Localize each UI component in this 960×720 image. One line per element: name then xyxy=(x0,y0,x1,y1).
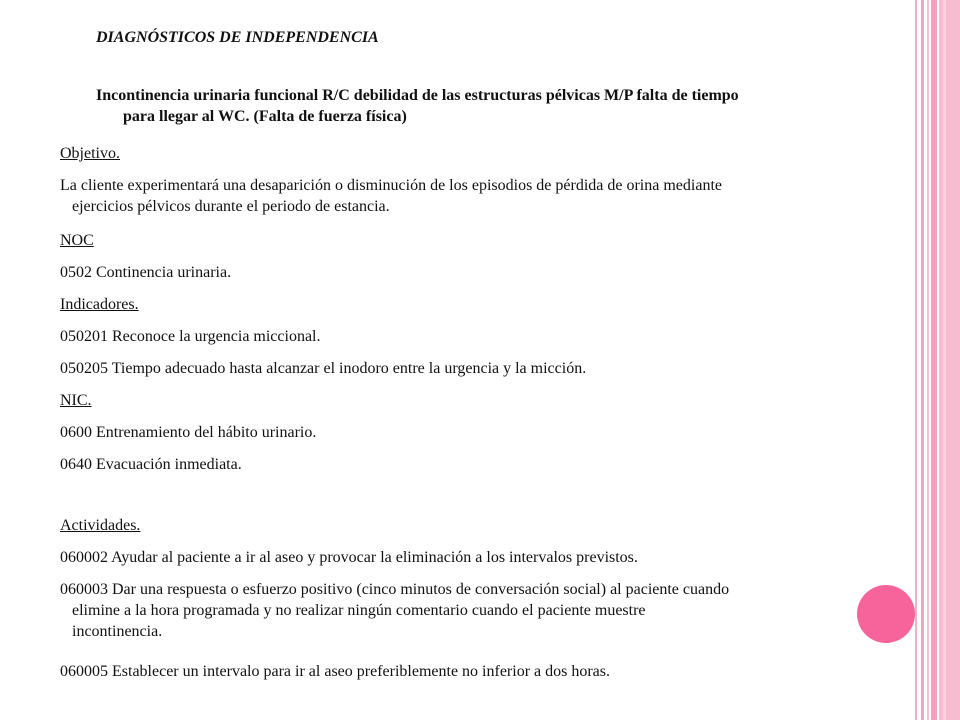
border-stripe xyxy=(927,0,929,720)
decorative-border-stripes xyxy=(915,0,960,720)
activity-item: 060002 Ayudar al paciente a ir al aseo y provocar la eliminación a los intervalos previstos. xyxy=(60,549,638,566)
noc-heading: NOC xyxy=(60,232,94,249)
objective-heading: Objetivo. xyxy=(60,145,120,162)
border-stripe xyxy=(931,0,937,720)
nic-item: 0600 Entrenamiento del hábito urinario. xyxy=(60,424,317,441)
objective-text xyxy=(60,175,850,217)
diagnosis-statement xyxy=(96,85,906,127)
activity-item: 060005 Establecer un intervalo para ir al aseo preferiblemente no inferior a dos horas. xyxy=(60,663,611,680)
border-stripe xyxy=(921,0,924,720)
activity-line-1: 060003 Dar una respuesta o esfuerzo positivo (cinco minutos de conversación social) al paciente cuando xyxy=(60,581,730,598)
nic-item: 0640 Evacuación inmediata. xyxy=(60,456,242,473)
indicators-heading: Indicadores. xyxy=(60,296,139,313)
slide-title: DIAGNÓSTICOS DE INDEPENDENCIA xyxy=(96,29,379,46)
indicator-item: 050205 Tiempo adecuado hasta alcanzar el inodoro entre la urgencia y la micción. xyxy=(60,360,587,377)
nic-heading: NIC. xyxy=(60,392,92,409)
activity-line-2: elimine a la hora programada y no realizar ningún comentario cuando el paciente muestre xyxy=(72,602,646,619)
indicator-item: 050201 Reconoce la urgencia miccional. xyxy=(60,328,321,345)
border-stripe xyxy=(943,0,946,720)
objective-line-1: La cliente experimentará una desaparición o disminución de los episodios de pérdida de orina mediante xyxy=(60,177,722,194)
objective-line-2: ejercicios pélvicos durante el periodo de estancia. xyxy=(72,198,390,215)
activity-line-3: incontinencia. xyxy=(72,623,163,640)
noc-item: 0502 Continencia urinaria. xyxy=(60,264,232,281)
diagnosis-line-1: Incontinencia urinaria funcional R/C debilidad de las estructuras pélvicas M/P falta de tiempo xyxy=(96,87,739,104)
activity-item xyxy=(60,579,850,642)
activities-heading: Actividades. xyxy=(60,517,141,534)
diagnosis-line-2: para llegar al WC. (Falta de fuerza física) xyxy=(123,108,407,125)
decorative-pink-circle xyxy=(857,585,915,643)
border-stripe xyxy=(915,0,917,720)
